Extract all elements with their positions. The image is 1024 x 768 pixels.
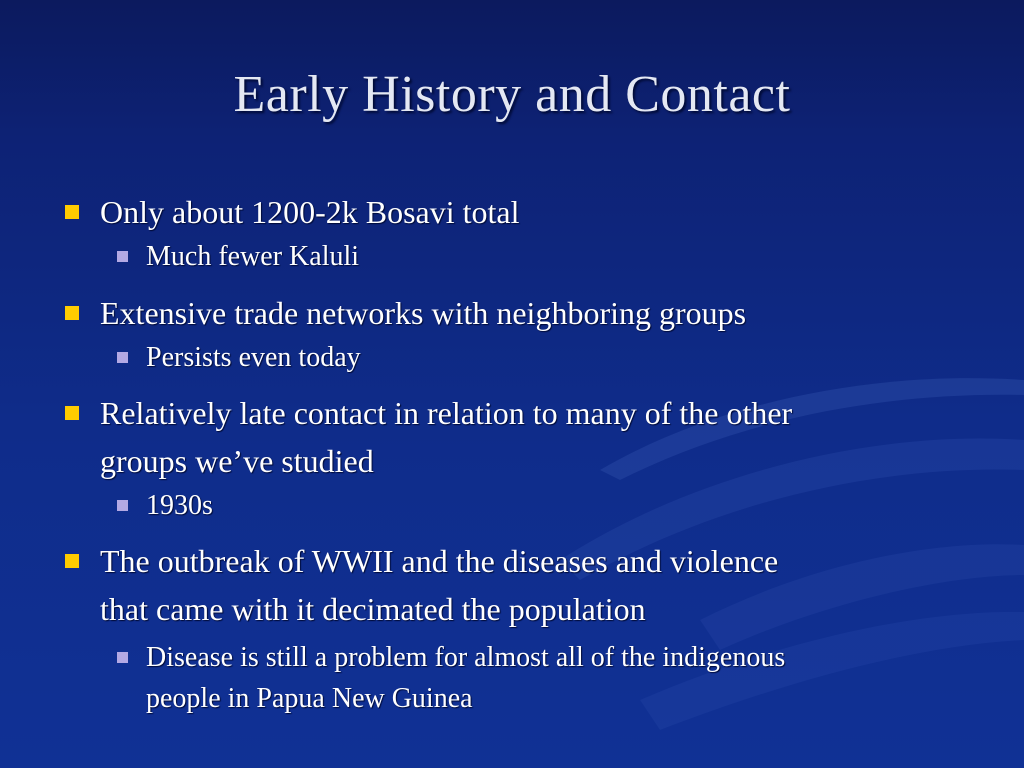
bullet-square-icon <box>65 205 79 219</box>
bullet-square-icon <box>65 406 79 420</box>
sub-bullet-1-1 <box>60 236 960 277</box>
bullet-4 <box>60 537 960 633</box>
sub-bullet-3-1-text: 1930s <box>146 490 213 521</box>
bullet-square-icon <box>65 306 79 320</box>
bullet-3-text-line-2: groups we’ve studied <box>100 443 374 479</box>
bullet-4-text-line-2: that came with it decimated the population <box>100 591 646 627</box>
sub-bullet-square-icon <box>117 352 128 363</box>
sub-bullet-3-1 <box>60 485 960 526</box>
sub-bullet-4-1 <box>60 637 960 719</box>
slide-body <box>60 188 960 719</box>
bullet-square-icon <box>65 554 79 568</box>
bullet-2 <box>60 289 960 337</box>
sub-bullet-1-1-text: Much fewer Kaluli <box>146 241 360 272</box>
bullet-3-text-line-1: Relatively late contact in relation to many of the other <box>100 395 793 431</box>
bullet-1-text: Only about 1200-2k Bosavi total <box>100 194 520 230</box>
sub-bullet-square-icon <box>117 500 128 511</box>
sub-bullet-square-icon <box>117 652 128 663</box>
bullet-3 <box>60 389 960 485</box>
sub-bullet-square-icon <box>117 251 128 262</box>
sub-bullet-4-1-text-line-1: Disease is still a problem for almost all of the indigenous <box>146 642 786 673</box>
bullet-2-text: Extensive trade networks with neighboring groups <box>100 295 747 331</box>
bullet-1 <box>60 188 960 236</box>
bullet-4-text-line-1: The outbreak of WWII and the diseases and violence <box>100 543 779 579</box>
sub-bullet-2-1-text: Persists even today <box>146 342 361 373</box>
sub-bullet-4-1-text-line-2: people in Papua New Guinea <box>146 683 473 714</box>
sub-bullet-2-1 <box>60 337 960 378</box>
slide-title: Early History and Contact <box>233 66 791 123</box>
